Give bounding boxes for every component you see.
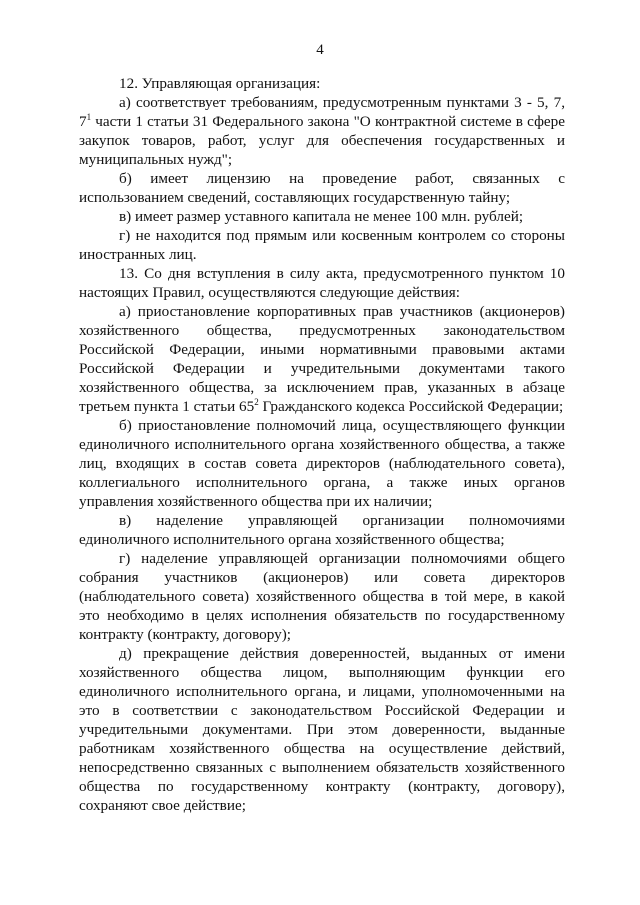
- paragraph-text: а) приостановление корпоративных прав участников (акционеров) хозяйственного общества, предусмотренных законодательством Российской Федерации, иными нормативными правовыми актами Российской Федерации и учредительными документами такого хозяйственного общества, за исключением прав, указанных в абзаце третьем пункта 1 статьи 65: [79, 303, 565, 415]
- paragraph-text: б) имеет лицензию на проведение работ, связанных с использованием сведений, составляющих государственную тайну;: [79, 170, 565, 206]
- paragraph-text: г) наделение управляющей организации полномочиями общего собрания участников (акционеров) или совета директоров (наблюдательного совета) хозяйственного общества в той мере, в какой это необходимо в целях исполнения обязательств по государственному контракту (контракту, договору);: [79, 550, 565, 643]
- page-number: 4: [316, 42, 324, 58]
- document-body: [79, 74, 565, 815]
- paragraph-12-b: [79, 169, 565, 207]
- paragraph-12-a: [79, 93, 565, 169]
- paragraph-text: в) наделение управляющей организации полномочиями единоличного исполнительного органа хозяйственного общества;: [79, 512, 565, 548]
- paragraph-text: б) приостановление полномочий лица, осуществляющего функции единоличного исполнительного органа хозяйственного общества, а также лиц, входящих в состав совета директоров (наблюдательного совета), коллегиального исполнительного органа, а также иных органов управления хозяйственного общества при их наличии;: [79, 417, 565, 510]
- paragraph-13-heading: [79, 264, 565, 302]
- paragraph-13-g: [79, 549, 565, 644]
- paragraph-12-v: [79, 207, 565, 226]
- paragraph-text: в) имеет размер уставного капитала не менее 100 млн. рублей;: [119, 208, 524, 225]
- paragraph-12-g: [79, 226, 565, 264]
- paragraph-text: 13. Со дня вступления в силу акта, предусмотренного пунктом 10 настоящих Правил, осуществляются следующие действия:: [79, 265, 565, 301]
- paragraph-12-heading: [79, 74, 565, 93]
- paragraph-13-v: [79, 511, 565, 549]
- superscript: 2: [254, 397, 259, 407]
- paragraph-text: д) прекращение действия доверенностей, выданных от имени хозяйственного общества лицом, выполняющим функции его единоличного исполнительного органа, и лицами, уполномоченными на это в соответствии с законодательством Российской Федерации и учредительными документами. При этом доверенности, выданные работникам хозяйственного общества на осуществление действий, непосредственно связанных с выполнением обязательств хозяйственного общества по государственному контракту (контракту, договору), сохраняют свое действие;: [79, 645, 565, 814]
- paragraph-13-d: [79, 644, 565, 815]
- paragraph-text: а) соответствует требованиям, предусмотренным пунктами 3 - 5, 7, 7: [79, 94, 565, 130]
- paragraph-text: 12. Управляющая организация:: [119, 75, 321, 92]
- superscript: 1: [86, 112, 92, 122]
- paragraph-text-continued: Гражданского кодекса Российской Федерации;: [258, 398, 564, 415]
- paragraph-13-a: [79, 302, 565, 416]
- paragraph-text: г) не находится под прямым или косвенным контролем со стороны иностранных лиц.: [79, 227, 565, 263]
- paragraph-13-b: [79, 416, 565, 511]
- paragraph-text-continued: части 1 статьи 31 Федерального закона "О контрактной системе в сфере закупок товаров, работ, услуг для обеспечения государственных и муниципальных нужд";: [79, 113, 565, 168]
